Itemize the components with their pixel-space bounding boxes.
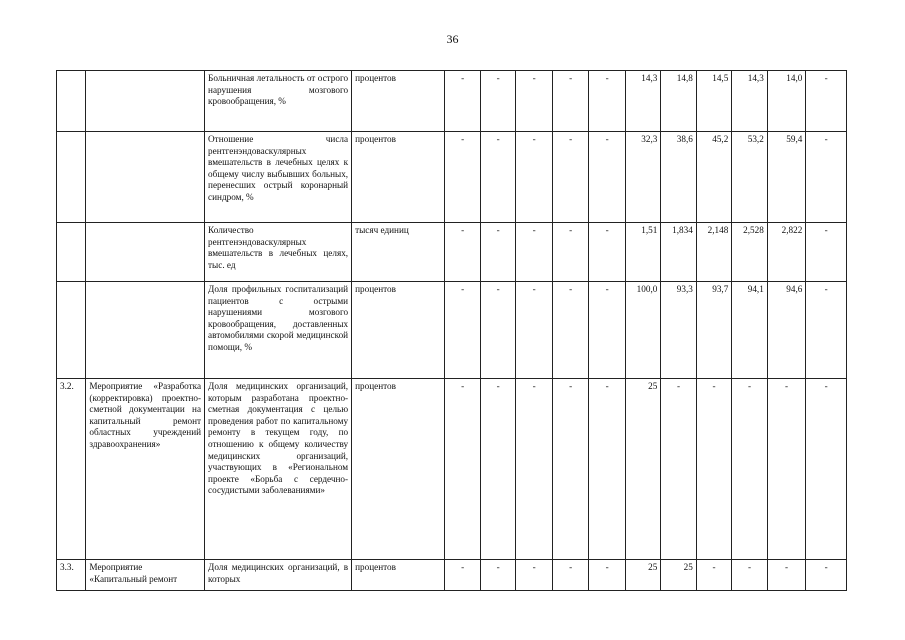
value-cell: - <box>767 379 806 560</box>
unit-of-measure: процентов <box>352 71 445 132</box>
value-cell: - <box>806 282 847 379</box>
value-cell: 45,2 <box>696 132 731 223</box>
value-cell: - <box>445 132 480 223</box>
value-cell: - <box>516 560 553 591</box>
value-cell: - <box>552 282 589 379</box>
indicator-name: Доля медицинских организаций, в которых <box>205 560 352 591</box>
value-cell: 25 <box>661 560 696 591</box>
value-cell: - <box>661 379 696 560</box>
indicator-name: Больничная летальность от острого нарушения мозгового кровообращения, % <box>205 71 352 132</box>
row-number <box>57 282 86 379</box>
value-cell: - <box>806 132 847 223</box>
value-cell: 2,822 <box>767 223 806 282</box>
value-cell: - <box>445 379 480 560</box>
value-cell: 100,0 <box>625 282 660 379</box>
unit-of-measure: процентов <box>352 132 445 223</box>
row-number: 3.2. <box>57 379 86 560</box>
value-cell: - <box>589 223 626 282</box>
value-cell: - <box>552 132 589 223</box>
value-cell: - <box>732 560 767 591</box>
unit-of-measure: тысяч единиц <box>352 223 445 282</box>
activity-name: Мероприятие «Разработка (корректировка) проектно-сметной документации на капитальный ремонт областных учреждений здравоохранения» <box>86 379 205 560</box>
indicator-name: Отношение числа рентгенэндоваскулярных вмешательств в лечебных целях к общему числу выбывших больных, перенесших острый коронарный синдром, % <box>205 132 352 223</box>
value-cell: - <box>445 560 480 591</box>
indicator-name: Доля профильных госпитализаций пациентов с острыми нарушениями мозгового кровообращения, доставленных автомобилями скорой медицинской помощи, % <box>205 282 352 379</box>
table-row <box>57 282 847 379</box>
value-cell: 1,834 <box>661 223 696 282</box>
indicator-name: Доля медицинских организаций, которым разработана проектно-сметная документация с целью проведения работ по капитальному ремонту в текущем году, по отношению к общему количеству медицинских организаций, участвующих в «Региональном проекте «Борьба с сердечно-сосудистыми заболеваниями» <box>205 379 352 560</box>
value-cell: - <box>480 71 515 132</box>
value-cell: - <box>480 560 515 591</box>
row-number <box>57 223 86 282</box>
value-cell: - <box>589 282 626 379</box>
page-number: 36 <box>446 32 459 46</box>
value-cell: - <box>806 379 847 560</box>
value-cell: 14,5 <box>696 71 731 132</box>
value-cell: - <box>516 223 553 282</box>
value-cell: - <box>552 71 589 132</box>
value-cell: - <box>516 71 553 132</box>
row-number <box>57 132 86 223</box>
value-cell: 94,6 <box>767 282 806 379</box>
activity-name: Мероприятие «Капитальный ремонт <box>86 560 205 591</box>
value-cell: - <box>806 71 847 132</box>
unit-of-measure: процентов <box>352 560 445 591</box>
value-cell: - <box>552 560 589 591</box>
table-body <box>57 71 847 591</box>
table-row <box>57 223 847 282</box>
value-cell: - <box>480 223 515 282</box>
value-cell: - <box>552 379 589 560</box>
table-row <box>57 71 847 132</box>
table-row <box>57 132 847 223</box>
value-cell: 1,51 <box>625 223 660 282</box>
unit-of-measure: процентов <box>352 282 445 379</box>
value-cell: 25 <box>625 560 660 591</box>
value-cell: - <box>732 379 767 560</box>
value-cell: - <box>589 132 626 223</box>
value-cell: - <box>445 282 480 379</box>
activity-name <box>86 282 205 379</box>
value-cell: 59,4 <box>767 132 806 223</box>
value-cell: - <box>516 379 553 560</box>
value-cell: 94,1 <box>732 282 767 379</box>
value-cell: 38,6 <box>661 132 696 223</box>
unit-of-measure: процентов <box>352 379 445 560</box>
value-cell: 14,8 <box>661 71 696 132</box>
activity-name <box>86 71 205 132</box>
value-cell: - <box>445 71 480 132</box>
value-cell: - <box>806 223 847 282</box>
value-cell: 14,3 <box>732 71 767 132</box>
value-cell: - <box>516 132 553 223</box>
table-row <box>57 560 847 591</box>
value-cell: - <box>589 560 626 591</box>
activity-name <box>86 132 205 223</box>
value-cell: - <box>696 560 731 591</box>
value-cell: 93,3 <box>661 282 696 379</box>
indicators-table <box>56 70 847 591</box>
value-cell: - <box>480 132 515 223</box>
value-cell: - <box>806 560 847 591</box>
activity-name <box>86 223 205 282</box>
value-cell: - <box>589 71 626 132</box>
value-cell: - <box>480 282 515 379</box>
value-cell: - <box>445 223 480 282</box>
value-cell: - <box>696 379 731 560</box>
value-cell: 53,2 <box>732 132 767 223</box>
table-row <box>57 379 847 560</box>
value-cell: 32,3 <box>625 132 660 223</box>
value-cell: 2,528 <box>732 223 767 282</box>
value-cell: - <box>480 379 515 560</box>
row-number <box>57 71 86 132</box>
value-cell: - <box>767 560 806 591</box>
value-cell: 25 <box>625 379 660 560</box>
row-number: 3.3. <box>57 560 86 591</box>
value-cell: - <box>589 379 626 560</box>
indicator-name: Количество рентгенэндоваскулярных вмешательств в лечебных целях, тыс. ед <box>205 223 352 282</box>
value-cell: 2,148 <box>696 223 731 282</box>
value-cell: 14,0 <box>767 71 806 132</box>
value-cell: - <box>552 223 589 282</box>
value-cell: 93,7 <box>696 282 731 379</box>
value-cell: - <box>516 282 553 379</box>
value-cell: 14,3 <box>625 71 660 132</box>
